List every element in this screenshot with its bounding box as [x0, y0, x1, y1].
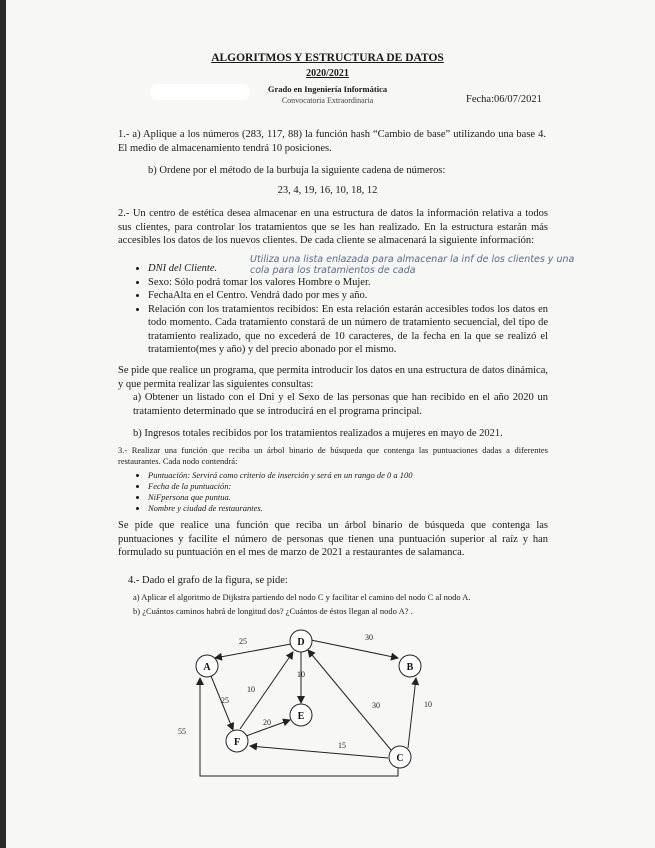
edge-c-a	[200, 678, 398, 776]
edge-weight: 30	[365, 633, 373, 642]
edge-c-b	[408, 678, 416, 748]
node-label: C	[396, 753, 404, 764]
question-2-program: Se pide que realice un programa, que permita introducir los datos en una estructura de datos dinámica, y que permita realizar las siguientes consultas:	[118, 365, 548, 390]
node-label: A	[203, 662, 211, 673]
edge-d-a	[215, 644, 291, 658]
list-item: • DNI del Cliente.	[148, 262, 548, 276]
question-4a: a) Aplicar el algoritmo de Dijkstra partiendo del nodo C y facilitar el camino del nodo C al nodo A.	[133, 592, 471, 602]
graph-figure	[170, 622, 450, 782]
question-3-intro: 3.- Realizar una función que reciba un árbol binario de búsqueda que contenga las puntuaciones dadas a diferentes restaurantes. Cada nodo contendrá:	[118, 445, 548, 466]
edge-weight: 10	[424, 700, 432, 709]
list-item: • Puntuación: Servirá como criterio de inserción y será en un rango de 0 a 100	[148, 470, 548, 481]
edge-weight: 55	[178, 727, 186, 736]
edge-weight: 25	[239, 637, 247, 646]
question-4-intro: 4.- Dado el grafo de la figura, se pide:	[128, 575, 288, 586]
number-sequence: 23, 4, 19, 16, 10, 18, 12	[277, 185, 378, 196]
list-item: • Fecha de la puntuación:	[148, 481, 548, 492]
question-3-request: Se pide que realice una función que reciba un árbol binario de búsqueda que contenga las puntuaciones y facilite el número de personas que tienen una puntuación superior al raíz y han formulado su puntuación en el mes de marzo de 2021 a restaurantes de salamanca.	[118, 520, 548, 558]
node-label: E	[297, 711, 305, 722]
degree-name: Grado en Ingeniería Informática	[267, 84, 388, 94]
scan-edge	[0, 0, 6, 848]
question-1a: 1.- a) Aplique a los números (283, 117, 88) la función hash “Cambio de base” utilizando una base 4. El medio de almacenamiento tendrá 10 posiciones.	[118, 129, 546, 154]
question-2-query-a: a) Obtener un listado con el Dni y el Sexo de las personas que han recibido en el año 2020 un tratamiento determinado que se introducirá en el programa principal.	[133, 392, 548, 417]
redaction-mark	[150, 84, 250, 100]
node-label: F	[233, 737, 241, 748]
handwritten-note: Utiliza una lista enlazada para almacenar la inf de los clientes y una cola para los tratamientos de cada	[250, 254, 575, 276]
list-item: • Relación con los tratamientos recibidos: En esta relación estarán accesibles todos los datos en todo momento. Cada tratamiento constará de un número de tratamiento secuencial, del tipo de tratamiento realizado, que no excederá de 10 caracteres, de la fecha en la que se realizó el tratamiento(mes y año) y del precio abonado por el mismo.	[148, 303, 548, 357]
node-label: B	[406, 662, 414, 673]
edge-c-f	[250, 746, 388, 758]
exam-call: Convocatoria Extraordinaria	[281, 96, 374, 105]
list-item: • Sexo: Sólo podrá tomar los valores Hombre o Mujer.	[148, 276, 548, 290]
edge-weight: 10	[297, 670, 305, 679]
edge-weight: 20	[263, 718, 271, 727]
academic-year: 2020/2021	[306, 68, 349, 79]
course-title: ALGORITMOS Y ESTRUCTURA DE DATOS	[211, 52, 444, 64]
question-2-list	[130, 262, 548, 357]
node-label: D	[297, 637, 305, 648]
question-4b: b) ¿Cuántos caminos habrá de longitud dos? ¿Cuántos de éstos llegan al nodo A? .	[133, 606, 413, 616]
question-3-list	[130, 470, 548, 514]
edge-weight: 25	[221, 696, 229, 705]
question-2-intro: 2.- Un centro de estética desea almacenar en una estructura de datos la información relativa a todos sus clientes, para controlar los tratamientos que se les han realizado. En la estructura estarán más accesibles los datos de los nuevos clientes. De cada cliente se almacenará la siguiente información:	[118, 208, 548, 246]
edge-weight: 15	[338, 741, 346, 750]
question-1b: b) Ordene por el método de la burbuja la siguiente cadena de números:	[148, 165, 446, 176]
edge-weight: 30	[372, 701, 380, 710]
edge-c-d	[308, 650, 391, 750]
list-item: • FechaAlta en el Centro. Vendrá dado por mes y año.	[148, 289, 548, 303]
exam-date: Fecha:06/07/2021	[466, 94, 542, 105]
question-2-query-b: b) Ingresos totales recibidos por los tratamientos realizados a mujeres en mayo de 2021.	[133, 428, 503, 439]
edge-d-b	[311, 640, 398, 658]
list-item: • NiFpersona que puntua.	[148, 492, 548, 503]
list-item: • Nombre y ciudad de restaurantes.	[148, 503, 548, 514]
edge-weight: 10	[247, 685, 255, 694]
